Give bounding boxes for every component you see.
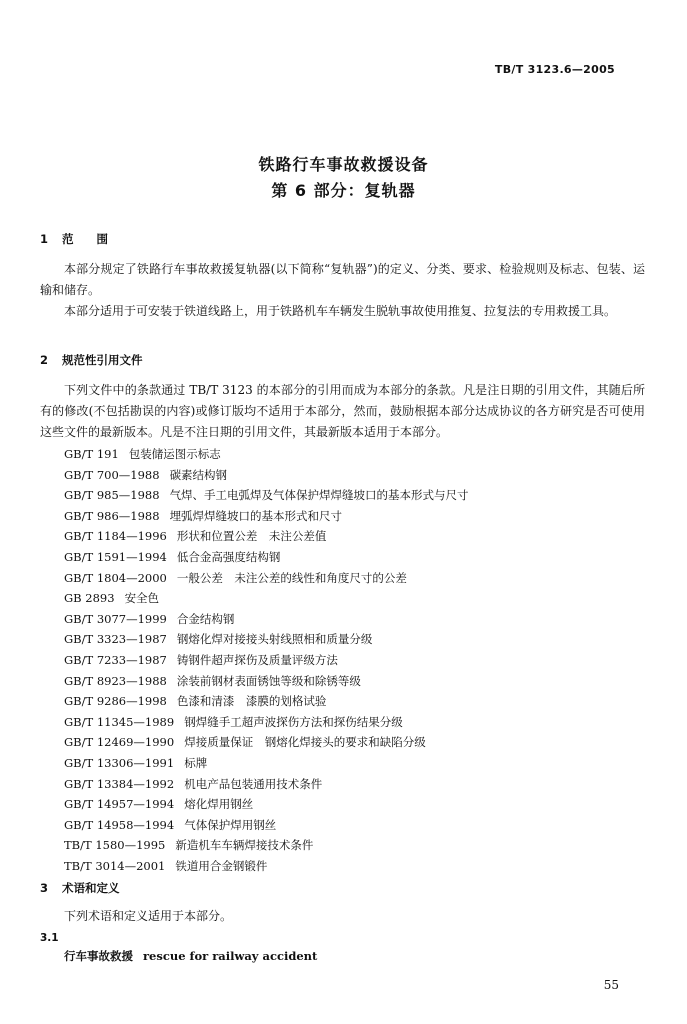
reference-item — [64, 547, 469, 568]
reference-item — [64, 465, 469, 486]
reference-item — [64, 671, 469, 692]
reference-item — [64, 794, 469, 815]
reference-title: 低合金高强度结构钢 — [176, 549, 281, 564]
reference-title: 涂装前钢材表面锈蚀等级和除锈等级 — [176, 673, 361, 688]
reference-code: GB/T 1804—2000 — [64, 570, 167, 585]
reference-title: 一般公差 未注公差的线性和角度尺寸的公差 — [176, 570, 407, 585]
reference-item — [64, 815, 469, 836]
reference-item — [64, 485, 469, 506]
page-number: 55 — [603, 978, 619, 992]
term-entry — [64, 948, 317, 964]
reference-code: TB/T 1580—1995 — [64, 838, 166, 853]
standard-id: TB/T 3123.6—2005 — [494, 63, 615, 76]
section-heading-scope — [40, 231, 108, 247]
term-english: rescue for railway accident — [143, 949, 318, 963]
document-title: 铁路行车事故救援设备 — [258, 155, 429, 174]
section-heading-normative-references — [40, 352, 143, 368]
reference-title: 合金结构钢 — [176, 611, 235, 626]
reference-title: 形状和位置公差 未注公差值 — [176, 529, 327, 544]
reference-title: 铁道用合金钢锻件 — [175, 858, 268, 873]
reference-code: GB/T 1591—1994 — [64, 549, 167, 564]
reference-item — [64, 609, 469, 630]
reference-item — [64, 691, 469, 712]
document-subtitle: 第 6 部分：复轨器 — [271, 181, 416, 200]
paragraph: 本部分规定了铁路行车事故救援复轨器(以下简称“复轨器”)的定义、分类、要求、检验规则及标志、包装、运输和储存。 — [40, 262, 645, 297]
reference-item — [64, 444, 469, 465]
reference-list — [64, 444, 469, 876]
section-title: 范 围 — [62, 232, 108, 246]
reference-code: GB/T 1184—1996 — [64, 529, 167, 544]
reference-item — [64, 856, 469, 877]
reference-code: GB/T 3323—1987 — [64, 632, 167, 647]
reference-code: GB/T 8923—1988 — [64, 673, 167, 688]
reference-title: 安全色 — [124, 591, 160, 606]
reference-code: GB 2893 — [64, 591, 115, 606]
reference-title: 色漆和清漆 漆膜的划格试验 — [176, 694, 327, 709]
reference-code: GB/T 986—1988 — [64, 508, 160, 523]
paragraph: 下列术语和定义适用于本部分。 — [64, 909, 233, 923]
reference-item — [64, 568, 469, 589]
reference-code: GB/T 9286—1998 — [64, 694, 167, 709]
reference-title: 标牌 — [184, 755, 208, 770]
reference-code: GB/T 12469—1990 — [64, 735, 175, 750]
reference-title: 碳素结构钢 — [169, 467, 228, 482]
reference-item — [64, 774, 469, 795]
reference-item — [64, 629, 469, 650]
reference-code: GB/T 13384—1992 — [64, 776, 175, 791]
reference-code: GB/T 3077—1999 — [64, 611, 167, 626]
reference-code: GB/T 985—1988 — [64, 488, 160, 503]
reference-code: TB/T 3014—2001 — [64, 858, 166, 873]
reference-code: GB/T 14957—1994 — [64, 797, 175, 812]
reference-code: GB/T 700—1988 — [64, 467, 160, 482]
reference-code: GB/T 191 — [64, 447, 119, 461]
reference-title: 新造机车车辆焊接技术条件 — [175, 838, 314, 853]
reference-title: 钢熔化焊对接接头射线照相和质量分级 — [176, 632, 373, 647]
reference-title: 包装储运图示标志 — [128, 447, 221, 461]
section-number: 3 — [40, 881, 49, 895]
reference-title: 焊接质量保证 钢熔化焊接头的要求和缺陷分级 — [184, 735, 426, 750]
reference-title: 气焊、手工电弧焊及气体保护焊焊缝坡口的基本形式与尺寸 — [169, 488, 469, 503]
reference-title: 熔化焊用钢丝 — [184, 797, 254, 812]
reference-title: 气体保护焊用钢丝 — [184, 817, 277, 832]
reference-code: GB/T 11345—1989 — [64, 714, 175, 729]
term-chinese: 行车事故救援 — [64, 949, 133, 963]
reference-item — [64, 753, 469, 774]
section-title: 规范性引用文件 — [62, 353, 143, 367]
reference-title: 铸钢件超声探伤及质量评级方法 — [176, 652, 338, 667]
reference-title: 埋弧焊焊缝坡口的基本形式和尺寸 — [169, 508, 343, 523]
reference-item — [64, 506, 469, 527]
section-number: 1 — [40, 232, 49, 246]
reference-code: GB/T 13306—1991 — [64, 755, 175, 770]
reference-code: GB/T 7233—1987 — [64, 652, 167, 667]
section-number: 2 — [40, 353, 49, 367]
reference-code: GB/T 14958—1994 — [64, 817, 175, 832]
reference-item — [64, 650, 469, 671]
subsection-number: 3.1 — [40, 932, 59, 944]
reference-item — [64, 588, 469, 609]
paragraph: 下列文件中的条款通过 TB/T 3123 的本部分的引用而成为本部分的条款。凡是注日期的引用文件，其随后所有的修改(不包括勘误的内容)或修订版均不适用于本部分，然而，鼓励根据本部分达成协议的各方研究是否可使用这些文件的最新版本。凡是不注日期的引用文件，其最新版本适用于本部分。 — [40, 383, 645, 439]
reference-item — [64, 835, 469, 856]
reference-item — [64, 526, 469, 547]
reference-title: 钢焊缝手工超声波探伤方法和探伤结果分级 — [184, 714, 403, 729]
reference-item — [64, 732, 469, 753]
reference-title: 机电产品包装通用技术条件 — [184, 776, 323, 791]
section-title: 术语和定义 — [62, 881, 120, 895]
section-heading-terms — [40, 880, 120, 896]
paragraph: 本部分适用于可安装于铁道线路上，用于铁路机车车辆发生脱轨事故使用推复、拉复法的专用救援工具。 — [64, 304, 617, 318]
reference-item — [64, 712, 469, 733]
